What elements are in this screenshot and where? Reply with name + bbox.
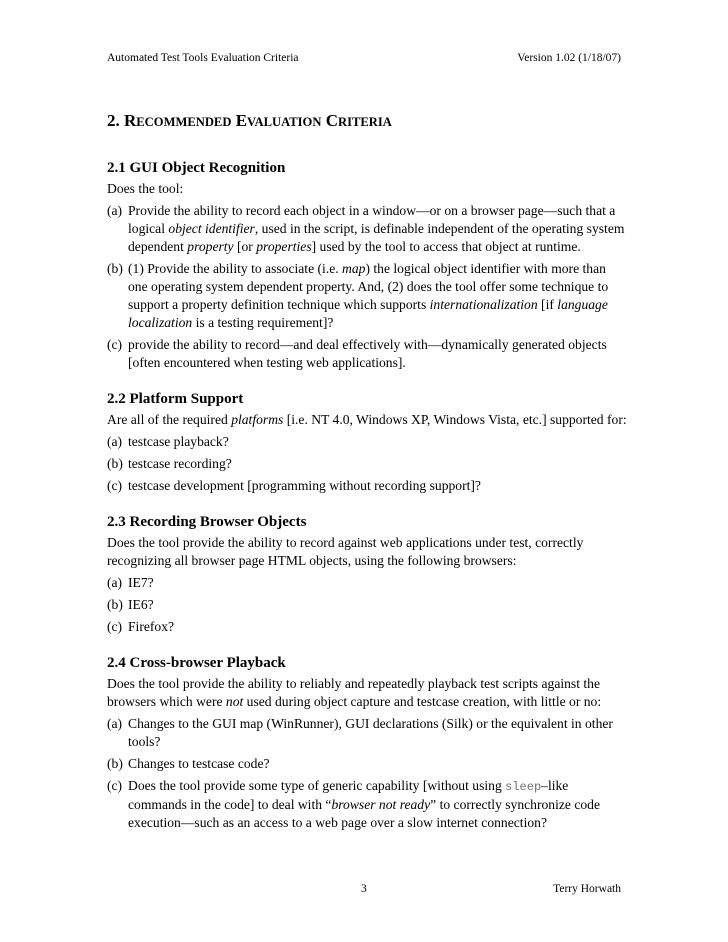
code-snippet: sleep [505, 780, 542, 794]
list-item: (c) testcase development [programming without recording support]? [107, 478, 481, 493]
section-heading: 2.1 GUI Object Recognition [107, 160, 286, 176]
list-item: (a) IE7? [107, 575, 154, 590]
list-marker: (c) [107, 478, 123, 493]
page-number: 3 [361, 883, 367, 895]
section-cross-browser-playback [107, 653, 627, 832]
list-marker: (a) [107, 716, 123, 731]
section-recording-browser-objects [107, 512, 627, 636]
list-item: (a) testcase playback? [107, 434, 229, 449]
list-item: (b) IE6? [107, 597, 154, 612]
list-item: (a) Changes to the GUI map (WinRunner), GUI declarations (Silk) or the equivalent in other tools? [107, 716, 613, 749]
list-item: (b) testcase recording? [107, 456, 232, 471]
section-intro: Does the tool provide the ability to record against web applications under test, correctly recognizing all browser page HTML objects, using the following browsers: [107, 535, 584, 568]
list-marker: (b) [107, 756, 123, 771]
list-marker: (b) [107, 261, 123, 276]
section-heading: 2.3 Recording Browser Objects [107, 514, 307, 530]
list-item: (c) Firefox? [107, 619, 175, 634]
chapter-title: 2. RECOMMENDED EVALUATION CRITERIA [107, 111, 392, 130]
list-marker: (b) [107, 597, 123, 612]
list-marker: (c) [107, 619, 123, 634]
list-marker: (c) [107, 778, 123, 793]
list-marker: (b) [107, 456, 123, 471]
list-marker: (a) [107, 575, 123, 590]
list-item: (c) Does the tool provide some type of generic capability [without using sleep–like commands in the code] to deal with “browser not ready” to correctly synchronize code execution—such as an access to a web page over a slow internet connection? [107, 778, 600, 830]
list-marker: (c) [107, 337, 123, 352]
list-marker: (a) [107, 203, 123, 218]
list-item: (a) Provide the ability to record each object in a window—or on a browser page—such that a logical object identifier, used in the script, is definable independent of the operating system dependent property [or properties] used by the tool to access that object at runtime. [107, 203, 625, 254]
section-intro: Does the tool provide the ability to reliably and repeatedly playback test scripts against the browsers which were not used during object capture and testcase creation, with little or no: [107, 676, 602, 709]
author-name: Terry Horwath [553, 883, 621, 895]
list-item: (b) (1) Provide the ability to associate (i.e. map) the logical object identifier with more than one operating system dependent property. And, (2) does the tool offer some technique to support a property definition technique which supports internationalization [if language localization is a testing requirement]? [107, 261, 609, 330]
list-item: (c) provide the ability to record—and deal effectively with—dynamically generated objects [often encountered when testing web applications]. [107, 337, 607, 370]
section-platform-support [107, 389, 627, 495]
list-marker: (a) [107, 434, 123, 449]
section-heading: 2.4 Cross-browser Playback [107, 655, 286, 671]
page-content [107, 110, 627, 849]
section-gui-object-recognition [107, 158, 627, 372]
list-item: (b) Changes to testcase code? [107, 756, 270, 771]
document-title: Automated Test Tools Evaluation Criteria [107, 52, 299, 64]
document-version: Version 1.02 (1/18/07) [517, 52, 621, 64]
section-intro: Are all of the required platforms [i.e. NT 4.0, Windows XP, Windows Vista, etc.] supported for: [107, 412, 627, 427]
section-intro: Does the tool: [107, 181, 184, 196]
section-heading: 2.2 Platform Support [107, 391, 244, 407]
